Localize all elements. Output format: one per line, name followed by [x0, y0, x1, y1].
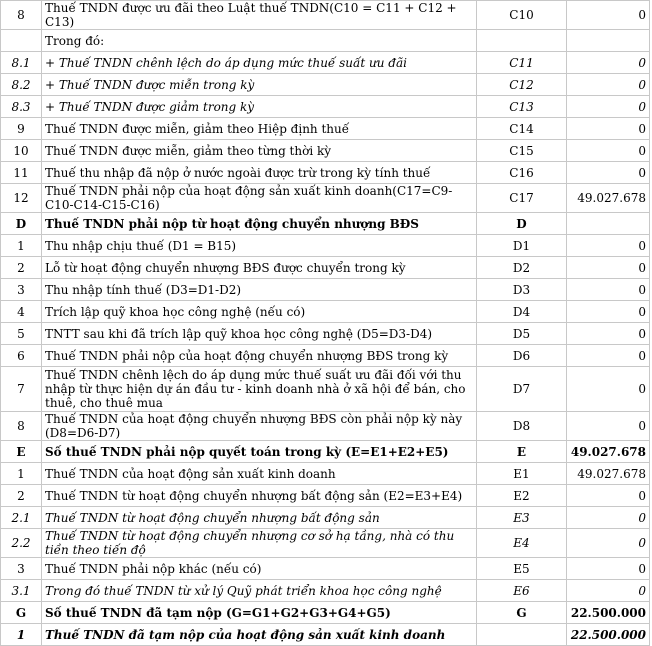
table-row — [1, 485, 650, 507]
row-code-cell: E3 — [477, 507, 567, 529]
table-row — [1, 529, 650, 558]
row-value-cell: 0 — [567, 412, 650, 441]
row-value-cell: 49.027.678 — [567, 184, 650, 213]
table-row — [1, 580, 650, 602]
row-value-cell: 0 — [567, 118, 650, 140]
row-number-cell: 3.1 — [1, 580, 42, 602]
row-description-cell: Thuế TNDN được ưu đãi theo Luật thuế TNDN(C10 = C11 + C12 + C13) — [42, 1, 477, 30]
table-row — [1, 367, 650, 412]
row-description-cell: TNTT sau khi đã trích lập quỹ khoa học công nghệ (D5=D3-D4) — [42, 323, 477, 345]
row-description-cell: Thu nhập tính thuế (D3=D1-D2) — [42, 279, 477, 301]
row-description-cell: Trong đó thuế TNDN từ xử lý Quỹ phát triển khoa học công nghệ — [42, 580, 477, 602]
row-description-cell: Thuế thu nhập đã nộp ở nước ngoài được trừ trong kỳ tính thuế — [42, 162, 477, 184]
table-row — [1, 213, 650, 235]
table-row — [1, 279, 650, 301]
row-value-cell: 22.500.000 — [567, 602, 650, 624]
row-number-cell: 2 — [1, 257, 42, 279]
row-number-cell: 2.2 — [1, 529, 42, 558]
row-code-cell: C13 — [477, 96, 567, 118]
row-number-cell: 1 — [1, 463, 42, 485]
row-code-cell: D5 — [477, 323, 567, 345]
row-description-cell: Thuế TNDN từ hoạt động chuyển nhượng cơ sở hạ tầng, nhà có thu tiền theo tiến độ — [42, 529, 477, 558]
table-row — [1, 30, 650, 52]
row-value-cell: 0 — [567, 485, 650, 507]
table-row — [1, 257, 650, 279]
row-code-cell: E4 — [477, 529, 567, 558]
row-number-cell: 1 — [1, 624, 42, 646]
row-number-cell: D — [1, 213, 42, 235]
row-description-cell: Số thuế TNDN phải nộp quyết toán trong kỳ (E=E1+E2+E5) — [42, 441, 477, 463]
row-value-cell: 49.027.678 — [567, 463, 650, 485]
table-row — [1, 301, 650, 323]
table-row — [1, 412, 650, 441]
row-number-cell: 9 — [1, 118, 42, 140]
row-code-cell: C11 — [477, 52, 567, 74]
row-number-cell: 5 — [1, 323, 42, 345]
row-value-cell: 22.500.000 — [567, 624, 650, 646]
row-value-cell: 0 — [567, 301, 650, 323]
row-value-cell — [567, 213, 650, 235]
table-row — [1, 507, 650, 529]
row-code-cell: D2 — [477, 257, 567, 279]
row-number-cell: 3 — [1, 558, 42, 580]
row-description-cell: Thuế TNDN của hoạt động sản xuất kinh doanh — [42, 463, 477, 485]
row-value-cell: 0 — [567, 96, 650, 118]
row-code-cell — [477, 30, 567, 52]
row-value-cell: 0 — [567, 74, 650, 96]
row-code-cell: E5 — [477, 558, 567, 580]
row-description-cell: + Thuế TNDN được giảm trong kỳ — [42, 96, 477, 118]
row-description-cell: Trong đó: — [42, 30, 477, 52]
row-number-cell: E — [1, 441, 42, 463]
row-value-cell: 0 — [567, 279, 650, 301]
row-number-cell: G — [1, 602, 42, 624]
row-value-cell: 0 — [567, 507, 650, 529]
row-value-cell: 0 — [567, 558, 650, 580]
row-code-cell: D3 — [477, 279, 567, 301]
row-description-cell: Lỗ từ hoạt động chuyển nhượng BĐS được chuyển trong kỳ — [42, 257, 477, 279]
row-value-cell: 0 — [567, 529, 650, 558]
row-number-cell — [1, 30, 42, 52]
row-value-cell: 0 — [567, 52, 650, 74]
row-description-cell: Trích lập quỹ khoa học công nghệ (nếu có) — [42, 301, 477, 323]
row-description-cell: Thuế TNDN phải nộp từ hoạt động chuyển nhượng BĐS — [42, 213, 477, 235]
row-number-cell: 1 — [1, 235, 42, 257]
row-description-cell: Thuế TNDN phải nộp của hoạt động chuyển nhượng BĐS trong kỳ — [42, 345, 477, 367]
row-value-cell: 0 — [567, 140, 650, 162]
row-code-cell: C12 — [477, 74, 567, 96]
row-value-cell: 0 — [567, 235, 650, 257]
row-code-cell — [477, 624, 567, 646]
row-code-cell: C15 — [477, 140, 567, 162]
row-description-cell: Thuế TNDN chênh lệch do áp dụng mức thuế suất ưu đãi đối với thu nhập từ thực hiện dự án đầu tư - kinh doanh nhà ở xã hội để bán, cho thuê, cho thuê mua — [42, 367, 477, 412]
row-number-cell: 8 — [1, 1, 42, 30]
row-number-cell: 6 — [1, 345, 42, 367]
row-number-cell: 8.1 — [1, 52, 42, 74]
row-code-cell: D8 — [477, 412, 567, 441]
row-number-cell: 8.3 — [1, 96, 42, 118]
row-value-cell: 0 — [567, 323, 650, 345]
table-row — [1, 52, 650, 74]
tax-table-body — [1, 1, 650, 646]
row-description-cell: Thuế TNDN phải nộp khác (nếu có) — [42, 558, 477, 580]
row-description-cell: Thuế TNDN được miễn, giảm theo từng thời kỳ — [42, 140, 477, 162]
row-number-cell: 4 — [1, 301, 42, 323]
row-code-cell: D4 — [477, 301, 567, 323]
row-description-cell: + Thuế TNDN chênh lệch do áp dụng mức thuế suất ưu đãi — [42, 52, 477, 74]
row-description-cell: Thuế TNDN từ hoạt động chuyển nhượng bất động sản (E2=E3+E4) — [42, 485, 477, 507]
row-value-cell: 0 — [567, 580, 650, 602]
row-code-cell: C14 — [477, 118, 567, 140]
row-code-cell: D1 — [477, 235, 567, 257]
row-number-cell: 8.2 — [1, 74, 42, 96]
row-number-cell: 11 — [1, 162, 42, 184]
row-value-cell: 0 — [567, 367, 650, 412]
table-row — [1, 1, 650, 30]
row-value-cell — [567, 30, 650, 52]
row-code-cell: E6 — [477, 580, 567, 602]
row-number-cell: 10 — [1, 140, 42, 162]
table-row — [1, 463, 650, 485]
table-row — [1, 624, 650, 646]
table-row — [1, 441, 650, 463]
table-row — [1, 74, 650, 96]
row-description-cell: Thuế TNDN từ hoạt động chuyển nhượng bất động sản — [42, 507, 477, 529]
row-code-cell: D — [477, 213, 567, 235]
row-value-cell: 0 — [567, 1, 650, 30]
table-row — [1, 602, 650, 624]
row-number-cell: 7 — [1, 367, 42, 412]
row-number-cell: 3 — [1, 279, 42, 301]
table-row — [1, 323, 650, 345]
row-value-cell: 0 — [567, 257, 650, 279]
row-value-cell: 49.027.678 — [567, 441, 650, 463]
row-value-cell: 0 — [567, 345, 650, 367]
table-row — [1, 235, 650, 257]
table-row — [1, 184, 650, 213]
row-description-cell: Thu nhập chịu thuế (D1 = B15) — [42, 235, 477, 257]
row-description-cell: + Thuế TNDN được miễn trong kỳ — [42, 74, 477, 96]
row-code-cell: E2 — [477, 485, 567, 507]
table-row — [1, 140, 650, 162]
table-row — [1, 96, 650, 118]
row-code-cell: D7 — [477, 367, 567, 412]
row-code-cell: C16 — [477, 162, 567, 184]
row-number-cell: 2 — [1, 485, 42, 507]
row-description-cell: Số thuế TNDN đã tạm nộp (G=G1+G2+G3+G4+G5) — [42, 602, 477, 624]
row-number-cell: 8 — [1, 412, 42, 441]
row-value-cell: 0 — [567, 162, 650, 184]
table-row — [1, 345, 650, 367]
row-code-cell: E1 — [477, 463, 567, 485]
row-code-cell: C17 — [477, 184, 567, 213]
row-number-cell: 12 — [1, 184, 42, 213]
row-description-cell: Thuế TNDN phải nộp của hoạt động sản xuất kinh doanh(C17=C9-C10-C14-C15-C16) — [42, 184, 477, 213]
row-code-cell: E — [477, 441, 567, 463]
row-code-cell: C10 — [477, 1, 567, 30]
row-description-cell: Thuế TNDN đã tạm nộp của hoạt động sản xuất kinh doanh — [42, 624, 477, 646]
row-description-cell: Thuế TNDN của hoạt động chuyển nhượng BĐS còn phải nộp kỳ này (D8=D6-D7) — [42, 412, 477, 441]
table-row — [1, 162, 650, 184]
row-number-cell: 2.1 — [1, 507, 42, 529]
row-code-cell: G — [477, 602, 567, 624]
table-row — [1, 558, 650, 580]
row-code-cell: D6 — [477, 345, 567, 367]
row-description-cell: Thuế TNDN được miễn, giảm theo Hiệp định thuế — [42, 118, 477, 140]
table-row — [1, 118, 650, 140]
